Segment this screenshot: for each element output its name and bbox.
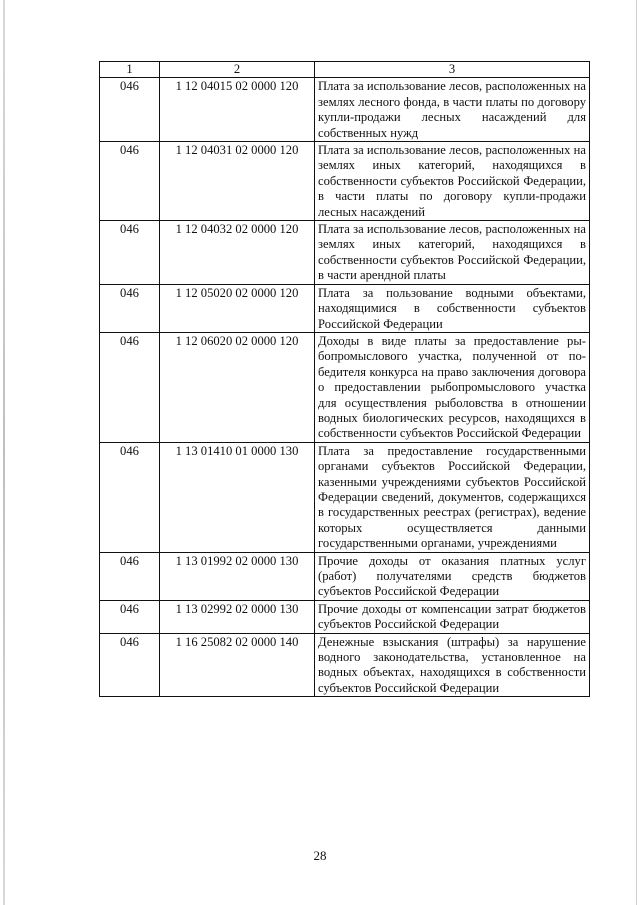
header-col-1: 1 [100, 62, 160, 78]
table-row [100, 552, 590, 600]
kbk-code-cell: 1 12 04015 02 0000 120 [160, 78, 315, 142]
revenue-codes-table [99, 61, 590, 697]
admin-code-cell: 046 [100, 442, 160, 552]
scan-edge-right [636, 0, 637, 905]
page-number: 28 [313, 848, 327, 863]
table-row [100, 332, 590, 442]
table-row [100, 78, 590, 142]
admin-code-cell: 046 [100, 600, 160, 633]
admin-code-cell: 046 [100, 78, 160, 142]
table-header-row [100, 62, 590, 78]
revenue-name-cell: Плата за использование лесов, расположенных на землях лесного фонда, в части платы по договору купли-продажи лесных насаждений для собственных нужд [315, 78, 590, 142]
admin-code-cell: 046 [100, 142, 160, 221]
table-row [100, 284, 590, 332]
revenue-name-cell: Плата за использование лесов, расположенных на землях иных категорий, находящихся в собственности субъектов Российской Федерации, в части платы по договору купли-продажи лесных насаждений [315, 142, 590, 221]
revenue-name-cell: Прочие доходы от оказания платных услуг (работ) получателями средств бюджетов субъектов Российской Федерации [315, 552, 590, 600]
kbk-code-cell: 1 12 04032 02 0000 120 [160, 221, 315, 285]
admin-code-cell: 046 [100, 552, 160, 600]
kbk-code-cell: 1 13 02992 02 0000 130 [160, 600, 315, 633]
header-col-2: 2 [160, 62, 315, 78]
table-row [100, 221, 590, 285]
table-row [100, 442, 590, 552]
kbk-code-cell: 1 12 04031 02 0000 120 [160, 142, 315, 221]
scan-edge-left [3, 0, 5, 905]
table-row [100, 600, 590, 633]
admin-code-cell: 046 [100, 633, 160, 697]
revenue-name-cell: Доходы в виде платы за предоставление рыбопромыслового участка, полученной от победителя конкурса на право заключения договора о предоставлении рыбопромыслового участка для осуществления рыболовства в отношении водных биологических ресурсов, находящихся в собственности субъектов Российской Федерации [315, 332, 590, 442]
kbk-code-cell: 1 13 01992 02 0000 130 [160, 552, 315, 600]
kbk-code-cell: 1 16 25082 02 0000 140 [160, 633, 315, 697]
revenue-name-cell: Плата за предоставление государственными органами субъектов Российской Федерации, казенными учреждениями субъектов Российской Федерации сведений, документов, содержащихся в государственных реестрах (регистрах), ведение которых осуществляется данными государственными органами, учреждениями [315, 442, 590, 552]
table-row [100, 633, 590, 697]
table-row [100, 142, 590, 221]
admin-code-cell: 046 [100, 221, 160, 285]
admin-code-cell: 046 [100, 284, 160, 332]
revenue-name-cell: Плата за пользование водными объектами, находящимися в собственности субъектов Российской Федерации [315, 284, 590, 332]
header-col-3: 3 [315, 62, 590, 78]
revenue-name-cell: Плата за использование лесов, расположенных на землях иных категорий, находящихся в собственности субъектов Российской Федерации, в части арендной платы [315, 221, 590, 285]
admin-code-cell: 046 [100, 332, 160, 442]
kbk-code-cell: 1 12 05020 02 0000 120 [160, 284, 315, 332]
revenue-name-cell: Денежные взыскания (штрафы) за нарушение водного законодательства, установленное на водных объектах, находящихся в собственности субъектов Российской Федерации [315, 633, 590, 697]
revenue-name-cell: Прочие доходы от компенсации затрат бюджетов субъектов Российской Федерации [315, 600, 590, 633]
kbk-code-cell: 1 12 06020 02 0000 120 [160, 332, 315, 442]
kbk-code-cell: 1 13 01410 01 0000 130 [160, 442, 315, 552]
